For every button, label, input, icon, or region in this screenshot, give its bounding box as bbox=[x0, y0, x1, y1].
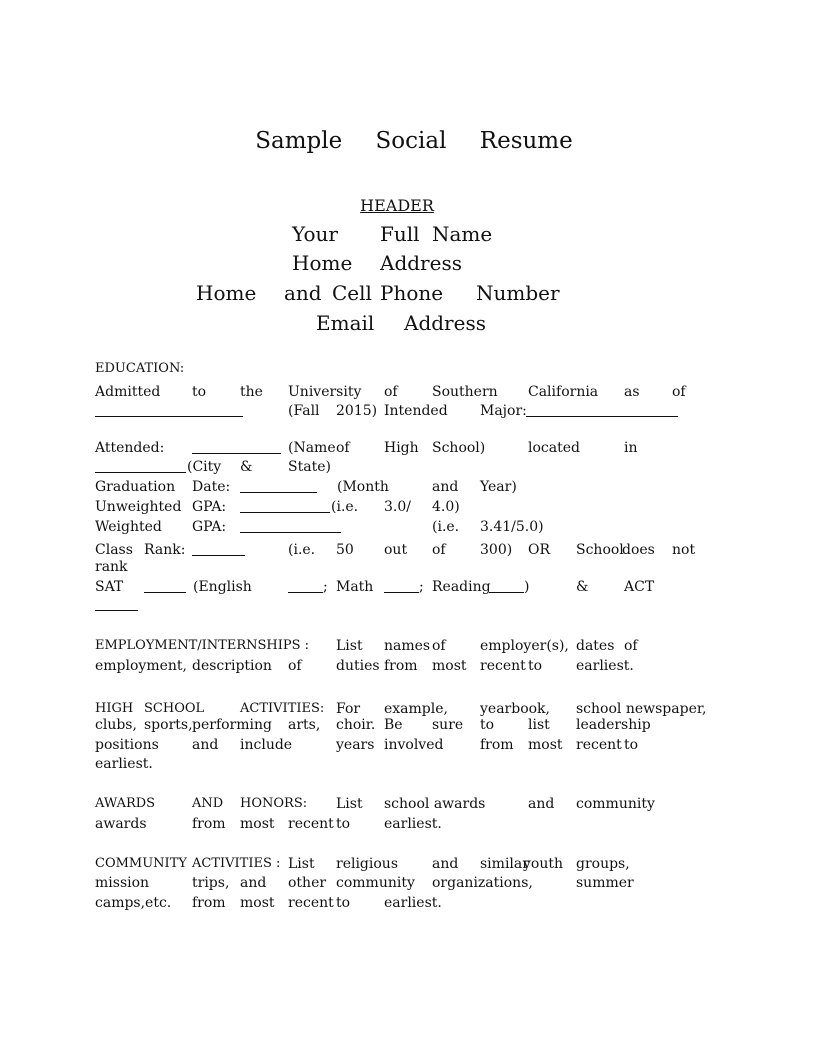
text-word: School) bbox=[432, 440, 486, 456]
education-unweighted-line bbox=[0, 498, 816, 516]
text-word: 2015) bbox=[336, 403, 378, 419]
text-word: does bbox=[622, 542, 655, 558]
text-word: and bbox=[432, 479, 459, 495]
text-word: SAT bbox=[95, 579, 124, 595]
text-word: to bbox=[336, 895, 351, 911]
section-heading: EMPLOYMENT/INTERNSHIPS : bbox=[95, 638, 310, 653]
text-word: religious bbox=[336, 856, 399, 872]
header-label: HEADER bbox=[360, 196, 434, 215]
text-word: years bbox=[336, 737, 375, 753]
text-word: of bbox=[672, 384, 686, 400]
text-word: and bbox=[240, 875, 267, 891]
text-word: of bbox=[384, 384, 398, 400]
education-rank-line bbox=[0, 558, 816, 576]
text-word: Weighted bbox=[95, 519, 162, 535]
text-word: 4.0) bbox=[432, 499, 460, 515]
text-word: Attended: bbox=[95, 440, 165, 456]
text-word: of bbox=[624, 638, 638, 654]
text-word: school newspaper, bbox=[576, 701, 707, 717]
text-word: Reading bbox=[432, 579, 491, 595]
text-word: duties bbox=[336, 658, 380, 674]
blank-line bbox=[95, 472, 186, 473]
text-word: sure bbox=[432, 717, 464, 733]
text-word: (i.e. bbox=[331, 499, 359, 515]
awards-line-1 bbox=[0, 795, 816, 813]
employment-line-1 bbox=[0, 637, 816, 655]
text-word: & bbox=[576, 579, 589, 595]
text-word: State) bbox=[288, 459, 331, 475]
section-heading: AND bbox=[192, 796, 224, 811]
text-word: earliest. bbox=[384, 895, 442, 911]
section-heading: EDUCATION: bbox=[95, 361, 185, 376]
header-word: Address bbox=[380, 251, 462, 275]
section-heading: ACTIVITIES : bbox=[192, 856, 281, 871]
header-word: Home bbox=[292, 251, 353, 275]
education-graduation-line bbox=[0, 478, 816, 496]
text-word: not bbox=[672, 542, 696, 558]
text-word: community bbox=[336, 875, 415, 891]
text-word: 300) bbox=[480, 542, 513, 558]
document-title: Sample Social Resume bbox=[255, 128, 573, 154]
text-word: and bbox=[192, 737, 219, 753]
text-word: (Month bbox=[337, 479, 389, 495]
text-word: employer(s), bbox=[480, 638, 569, 654]
text-word: located bbox=[528, 440, 580, 456]
blank-line bbox=[192, 555, 245, 556]
activities-line-2 bbox=[0, 716, 816, 734]
header-word: Cell bbox=[332, 281, 372, 305]
text-word: most bbox=[528, 737, 563, 753]
text-word: similar bbox=[480, 856, 529, 872]
text-word: arts, bbox=[288, 717, 321, 733]
text-word: recent bbox=[288, 816, 334, 832]
blank-line bbox=[240, 492, 317, 493]
text-word: Southern bbox=[432, 384, 498, 400]
text-word: Year) bbox=[480, 479, 517, 495]
text-word: performing bbox=[192, 717, 272, 733]
education-city-line bbox=[0, 458, 816, 476]
text-word: dates bbox=[576, 638, 615, 654]
text-word: List bbox=[288, 856, 315, 872]
text-word: (Fall bbox=[288, 403, 320, 419]
text-word: organizations, bbox=[432, 875, 533, 891]
text-word: clubs, bbox=[95, 717, 137, 733]
text-word: List bbox=[336, 638, 363, 654]
header-word: Full bbox=[380, 222, 420, 246]
activities-line-3 bbox=[0, 736, 816, 754]
section-heading: ACTIVITIES: bbox=[240, 701, 325, 716]
section-heading: HONORS: bbox=[240, 796, 308, 811]
text-word: from bbox=[192, 895, 226, 911]
text-word: of bbox=[288, 658, 302, 674]
text-word: Date: bbox=[192, 479, 231, 495]
text-word: (English bbox=[193, 579, 252, 595]
text-word: mission bbox=[95, 875, 150, 891]
text-word: summer bbox=[576, 875, 634, 891]
education-fall-line bbox=[0, 402, 816, 420]
community-line-2 bbox=[0, 874, 816, 892]
text-word: description bbox=[192, 658, 272, 674]
text-word: most bbox=[432, 658, 467, 674]
text-word: leadership bbox=[576, 717, 651, 733]
blank-line bbox=[384, 592, 419, 593]
community-line-1 bbox=[0, 855, 816, 873]
activities-line-4 bbox=[0, 755, 816, 773]
text-word: out bbox=[384, 542, 408, 558]
text-word: positions bbox=[95, 737, 159, 753]
text-word: of bbox=[432, 542, 446, 558]
text-word: camps,etc. bbox=[95, 895, 172, 911]
header-word: Name bbox=[432, 222, 493, 246]
text-word: University bbox=[288, 384, 362, 400]
text-word: other bbox=[288, 875, 327, 891]
text-word: and bbox=[432, 856, 459, 872]
text-word: from bbox=[480, 737, 514, 753]
header-word: Phone bbox=[380, 281, 444, 305]
section-heading: COMMUNITY bbox=[95, 856, 187, 871]
blank-line bbox=[240, 532, 341, 533]
education-weighted-line bbox=[0, 518, 816, 536]
blank-line bbox=[192, 453, 281, 454]
text-word: 50 bbox=[336, 542, 354, 558]
text-word: ; bbox=[419, 579, 424, 595]
blank-line bbox=[489, 592, 524, 593]
text-word: Major: bbox=[480, 403, 527, 419]
education-sat-line bbox=[0, 578, 816, 596]
text-word: (i.e. bbox=[432, 519, 460, 535]
text-word: of bbox=[432, 638, 446, 654]
text-word: Class bbox=[95, 542, 133, 558]
blank-line bbox=[95, 416, 243, 417]
text-word: (City bbox=[187, 459, 222, 475]
text-word: earliest. bbox=[576, 658, 634, 674]
education-class-rank-line bbox=[0, 541, 816, 559]
text-word: Rank: bbox=[144, 542, 186, 558]
text-word: school awards bbox=[384, 796, 486, 812]
employment-line-2 bbox=[0, 657, 816, 675]
text-word: ; bbox=[323, 579, 328, 595]
education-act-blank-line bbox=[0, 596, 816, 614]
blank-line bbox=[95, 610, 138, 611]
header-word: Number bbox=[476, 281, 560, 305]
text-word: Graduation bbox=[95, 479, 176, 495]
text-word: employment, bbox=[95, 658, 187, 674]
section-heading: SCHOOL bbox=[144, 701, 205, 716]
education-heading bbox=[0, 360, 816, 378]
text-word: (i.e. bbox=[288, 542, 316, 558]
header-word: Email bbox=[316, 311, 375, 335]
text-word: to bbox=[528, 658, 543, 674]
text-word: community bbox=[576, 796, 655, 812]
blank-line bbox=[526, 416, 678, 417]
text-word: Math bbox=[336, 579, 374, 595]
text-word: from bbox=[384, 658, 418, 674]
header-word: Your bbox=[292, 222, 338, 246]
header-word: and bbox=[284, 281, 322, 305]
text-word: to bbox=[192, 384, 207, 400]
education-attended-line bbox=[0, 439, 816, 457]
text-word: most bbox=[240, 816, 275, 832]
blank-line bbox=[240, 512, 330, 513]
text-word: of bbox=[336, 440, 350, 456]
text-word: choir. bbox=[336, 717, 376, 733]
text-word: from bbox=[192, 816, 226, 832]
text-word: sports, bbox=[144, 717, 193, 733]
text-word: yearbook, bbox=[480, 701, 550, 717]
text-word: example, bbox=[384, 701, 448, 717]
text-word: & bbox=[240, 459, 253, 475]
text-word: as bbox=[624, 384, 640, 400]
text-word: recent bbox=[480, 658, 526, 674]
text-word: awards bbox=[95, 816, 147, 832]
text-word: Admitted bbox=[95, 384, 161, 400]
text-word: in bbox=[624, 440, 638, 456]
text-word: Unweighted bbox=[95, 499, 182, 515]
text-word: groups, bbox=[576, 856, 630, 872]
section-heading: AWARDS bbox=[95, 796, 156, 811]
text-word: the bbox=[240, 384, 263, 400]
text-word: to bbox=[336, 816, 351, 832]
text-word: names bbox=[384, 638, 431, 654]
text-word: involved bbox=[384, 737, 444, 753]
text-word: earliest. bbox=[95, 756, 153, 772]
text-word: GPA: bbox=[192, 519, 227, 535]
blank-line bbox=[144, 592, 186, 593]
text-word: to bbox=[480, 717, 495, 733]
text-word: rank bbox=[95, 559, 128, 575]
text-word: list bbox=[528, 717, 550, 733]
section-heading: HIGH bbox=[95, 701, 134, 716]
text-word: youth bbox=[523, 856, 563, 872]
text-word: List bbox=[336, 796, 363, 812]
education-admitted-line bbox=[0, 383, 816, 401]
header-word: Address bbox=[404, 311, 486, 335]
text-word: recent bbox=[288, 895, 334, 911]
text-word: Intended bbox=[384, 403, 448, 419]
text-word: ACT bbox=[624, 579, 655, 595]
text-word: trips, bbox=[192, 875, 230, 891]
text-word: 3.41/5.0) bbox=[480, 519, 544, 535]
awards-line-2 bbox=[0, 815, 816, 833]
text-word: earliest. bbox=[384, 816, 442, 832]
text-word: 3.0/ bbox=[384, 499, 411, 515]
header-word: Home bbox=[196, 281, 257, 305]
text-word: most bbox=[240, 895, 275, 911]
text-word: For bbox=[336, 701, 361, 717]
text-word: School bbox=[576, 542, 624, 558]
text-word: to bbox=[624, 737, 639, 753]
text-word: OR bbox=[528, 542, 551, 558]
text-word: and bbox=[528, 796, 555, 812]
text-word: ) bbox=[524, 579, 530, 595]
community-line-3 bbox=[0, 894, 816, 912]
blank-line bbox=[288, 592, 323, 593]
text-word: California bbox=[528, 384, 599, 400]
text-word: GPA: bbox=[192, 499, 227, 515]
text-word: Be bbox=[384, 717, 403, 733]
text-word: recent bbox=[576, 737, 622, 753]
text-word: include bbox=[240, 737, 293, 753]
text-word: (Name bbox=[288, 440, 336, 456]
text-word: High bbox=[384, 440, 419, 456]
